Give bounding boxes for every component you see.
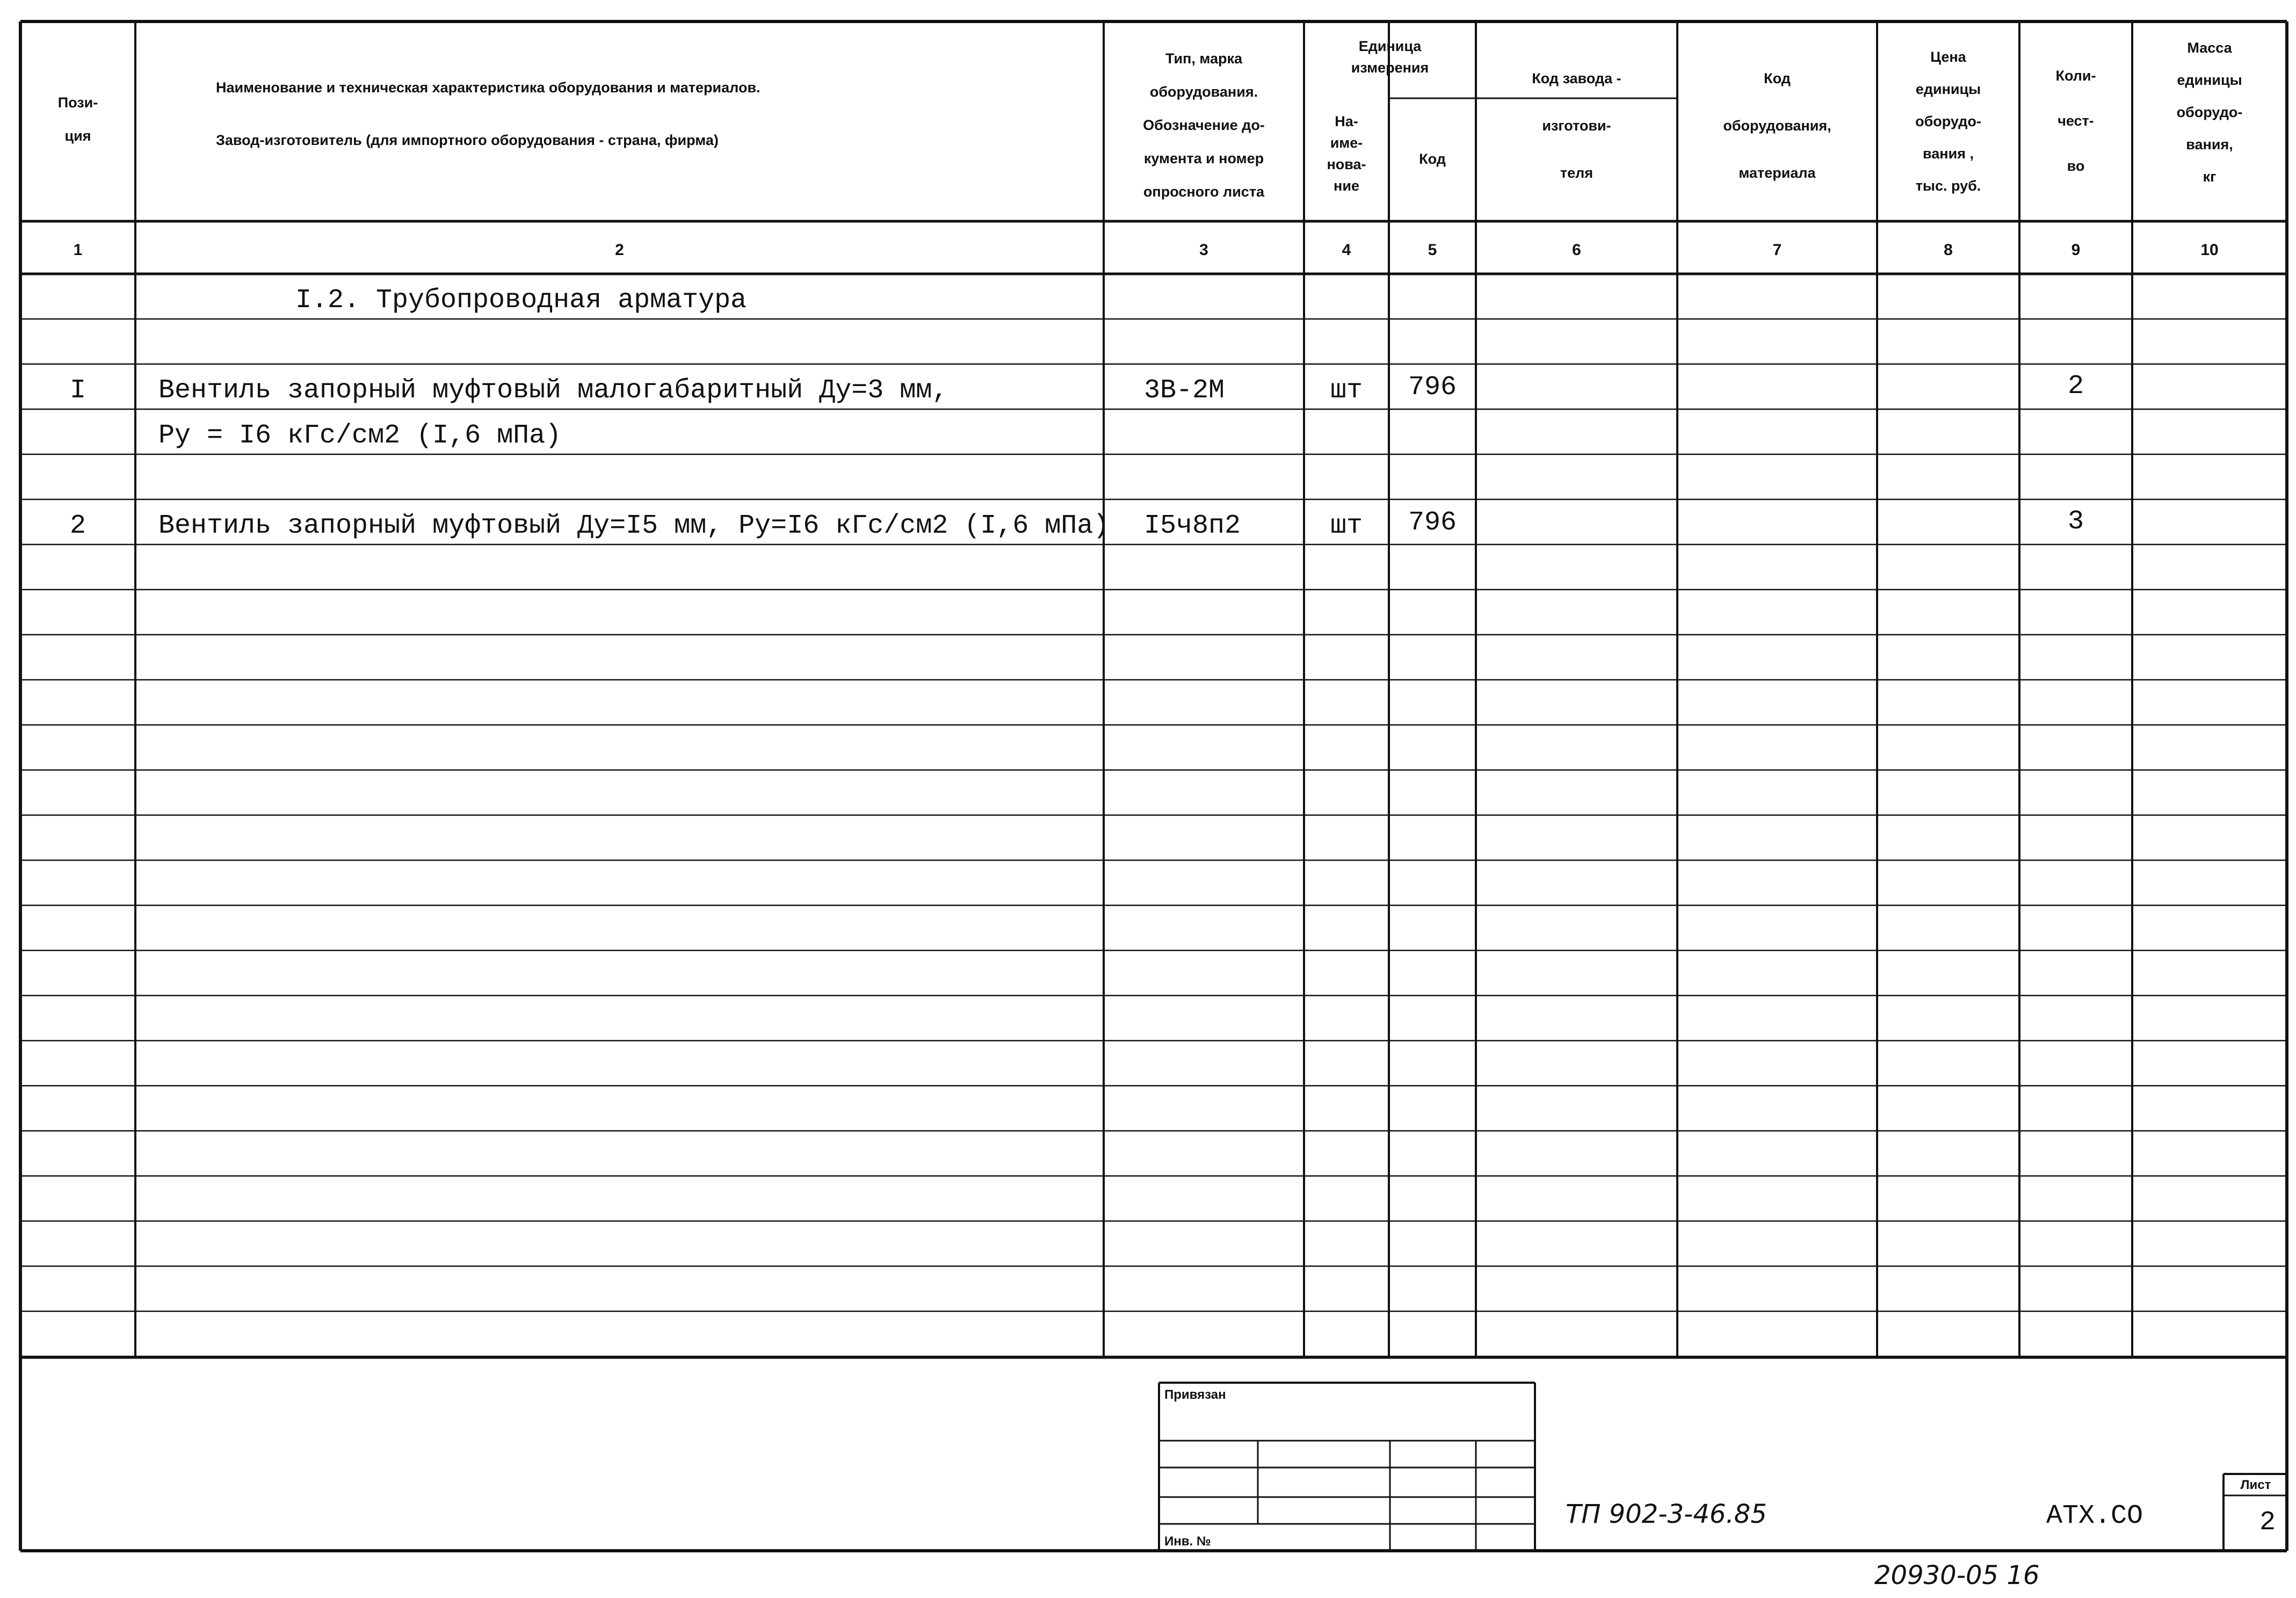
- header-position: Пози-: [57, 95, 98, 111]
- stamp-inventory-label: Инв. №: [1164, 1534, 1211, 1549]
- archive-number: 20930-05 16: [1874, 1560, 2040, 1590]
- header-factory-code: теля: [1560, 165, 1594, 181]
- row-unit-code: 796: [1408, 372, 1457, 403]
- header-price: вания ,: [1923, 146, 1974, 162]
- header-type: Обозначение до-: [1143, 117, 1265, 133]
- header-equipment-code: материала: [1739, 165, 1816, 181]
- header-price: единицы: [1915, 81, 1981, 97]
- column-number: 4: [1342, 241, 1351, 259]
- row-unit-code: 796: [1408, 507, 1457, 538]
- header-type: Тип, марка: [1165, 50, 1243, 67]
- header-mass: вания,: [2186, 136, 2233, 152]
- section-title: I.2. Трубопроводная арматура: [295, 285, 747, 316]
- header-type: опросного листа: [1143, 184, 1265, 200]
- header-unit: измерения: [1351, 60, 1429, 76]
- column-number: 7: [1772, 241, 1782, 259]
- sheet-label: Лист: [2240, 1478, 2271, 1492]
- header-mass: единицы: [2177, 72, 2242, 88]
- header-quantity: Коли-: [2055, 68, 2096, 84]
- header-unit: Единица: [1358, 38, 1422, 54]
- header-equipment-code: оборудования,: [1723, 118, 1831, 134]
- row-type: 3В-2М: [1144, 375, 1225, 406]
- row-unit: шт: [1330, 511, 1363, 541]
- header-price: оборудо-: [1915, 113, 1981, 129]
- row-quantity: 3: [2067, 506, 2084, 537]
- column-number: 1: [73, 241, 83, 259]
- sheet-number: 2: [2259, 1507, 2276, 1538]
- row-quantity: 2: [2067, 371, 2084, 402]
- header-type: оборудования.: [1149, 84, 1258, 100]
- column-number: 8: [1944, 241, 1953, 259]
- row-name: Вентиль запорный муфтовый Ду=I5 мм, Ру=I6 кГс/см2 (I,6 мПа): [158, 511, 1110, 541]
- row-unit: шт: [1330, 375, 1363, 406]
- header-equipment-code: Код: [1764, 70, 1791, 86]
- header-name: Наименование и техническая характеристика оборудования и материалов.: [216, 79, 760, 96]
- header-mass: Масса: [2187, 40, 2232, 56]
- column-number: 9: [2071, 241, 2081, 259]
- row-position: I: [69, 375, 86, 406]
- column-number: 6: [1572, 241, 1581, 259]
- document-code: АТХ.СО: [2046, 1501, 2143, 1531]
- header-unit-name: нова-: [1327, 156, 1366, 172]
- header-price: тыс. руб.: [1915, 178, 1981, 194]
- header-unit-name: На-: [1335, 113, 1358, 129]
- header-factory-code: Код завода -: [1532, 70, 1621, 86]
- header-price: Цена: [1930, 49, 1966, 65]
- header-quantity: во: [2067, 158, 2085, 174]
- column-number: 5: [1428, 241, 1437, 259]
- header-name: Завод-изготовитель (для импортного оборудования - страна, фирма): [216, 132, 719, 148]
- column-number: 3: [1199, 241, 1208, 259]
- document-number: ТП 902-3-46.85: [1566, 1499, 1767, 1529]
- row-name: Вентиль запорный муфтовый малогабаритный Ду=3 мм,: [158, 375, 948, 406]
- header-mass: оборудо-: [2176, 104, 2243, 120]
- column-number: 10: [2200, 241, 2219, 259]
- row-type: I5ч8п2: [1144, 511, 1241, 541]
- header-type: кумента и номер: [1143, 150, 1264, 166]
- header-quantity: чест-: [2058, 113, 2094, 129]
- header-position: ция: [64, 128, 91, 144]
- row-position: 2: [69, 511, 86, 541]
- header-unit-name: ние: [1334, 178, 1359, 194]
- row-name: Ру = I6 кГс/см2 (I,6 мПа): [158, 420, 562, 451]
- column-number: 2: [615, 241, 624, 259]
- header-factory-code: изготови-: [1542, 118, 1611, 134]
- header-unit-code: Код: [1419, 151, 1446, 167]
- stamp-linked-label: Привязан: [1164, 1388, 1226, 1402]
- header-mass: кг: [2203, 169, 2217, 185]
- header-unit-name: имe-: [1330, 135, 1363, 151]
